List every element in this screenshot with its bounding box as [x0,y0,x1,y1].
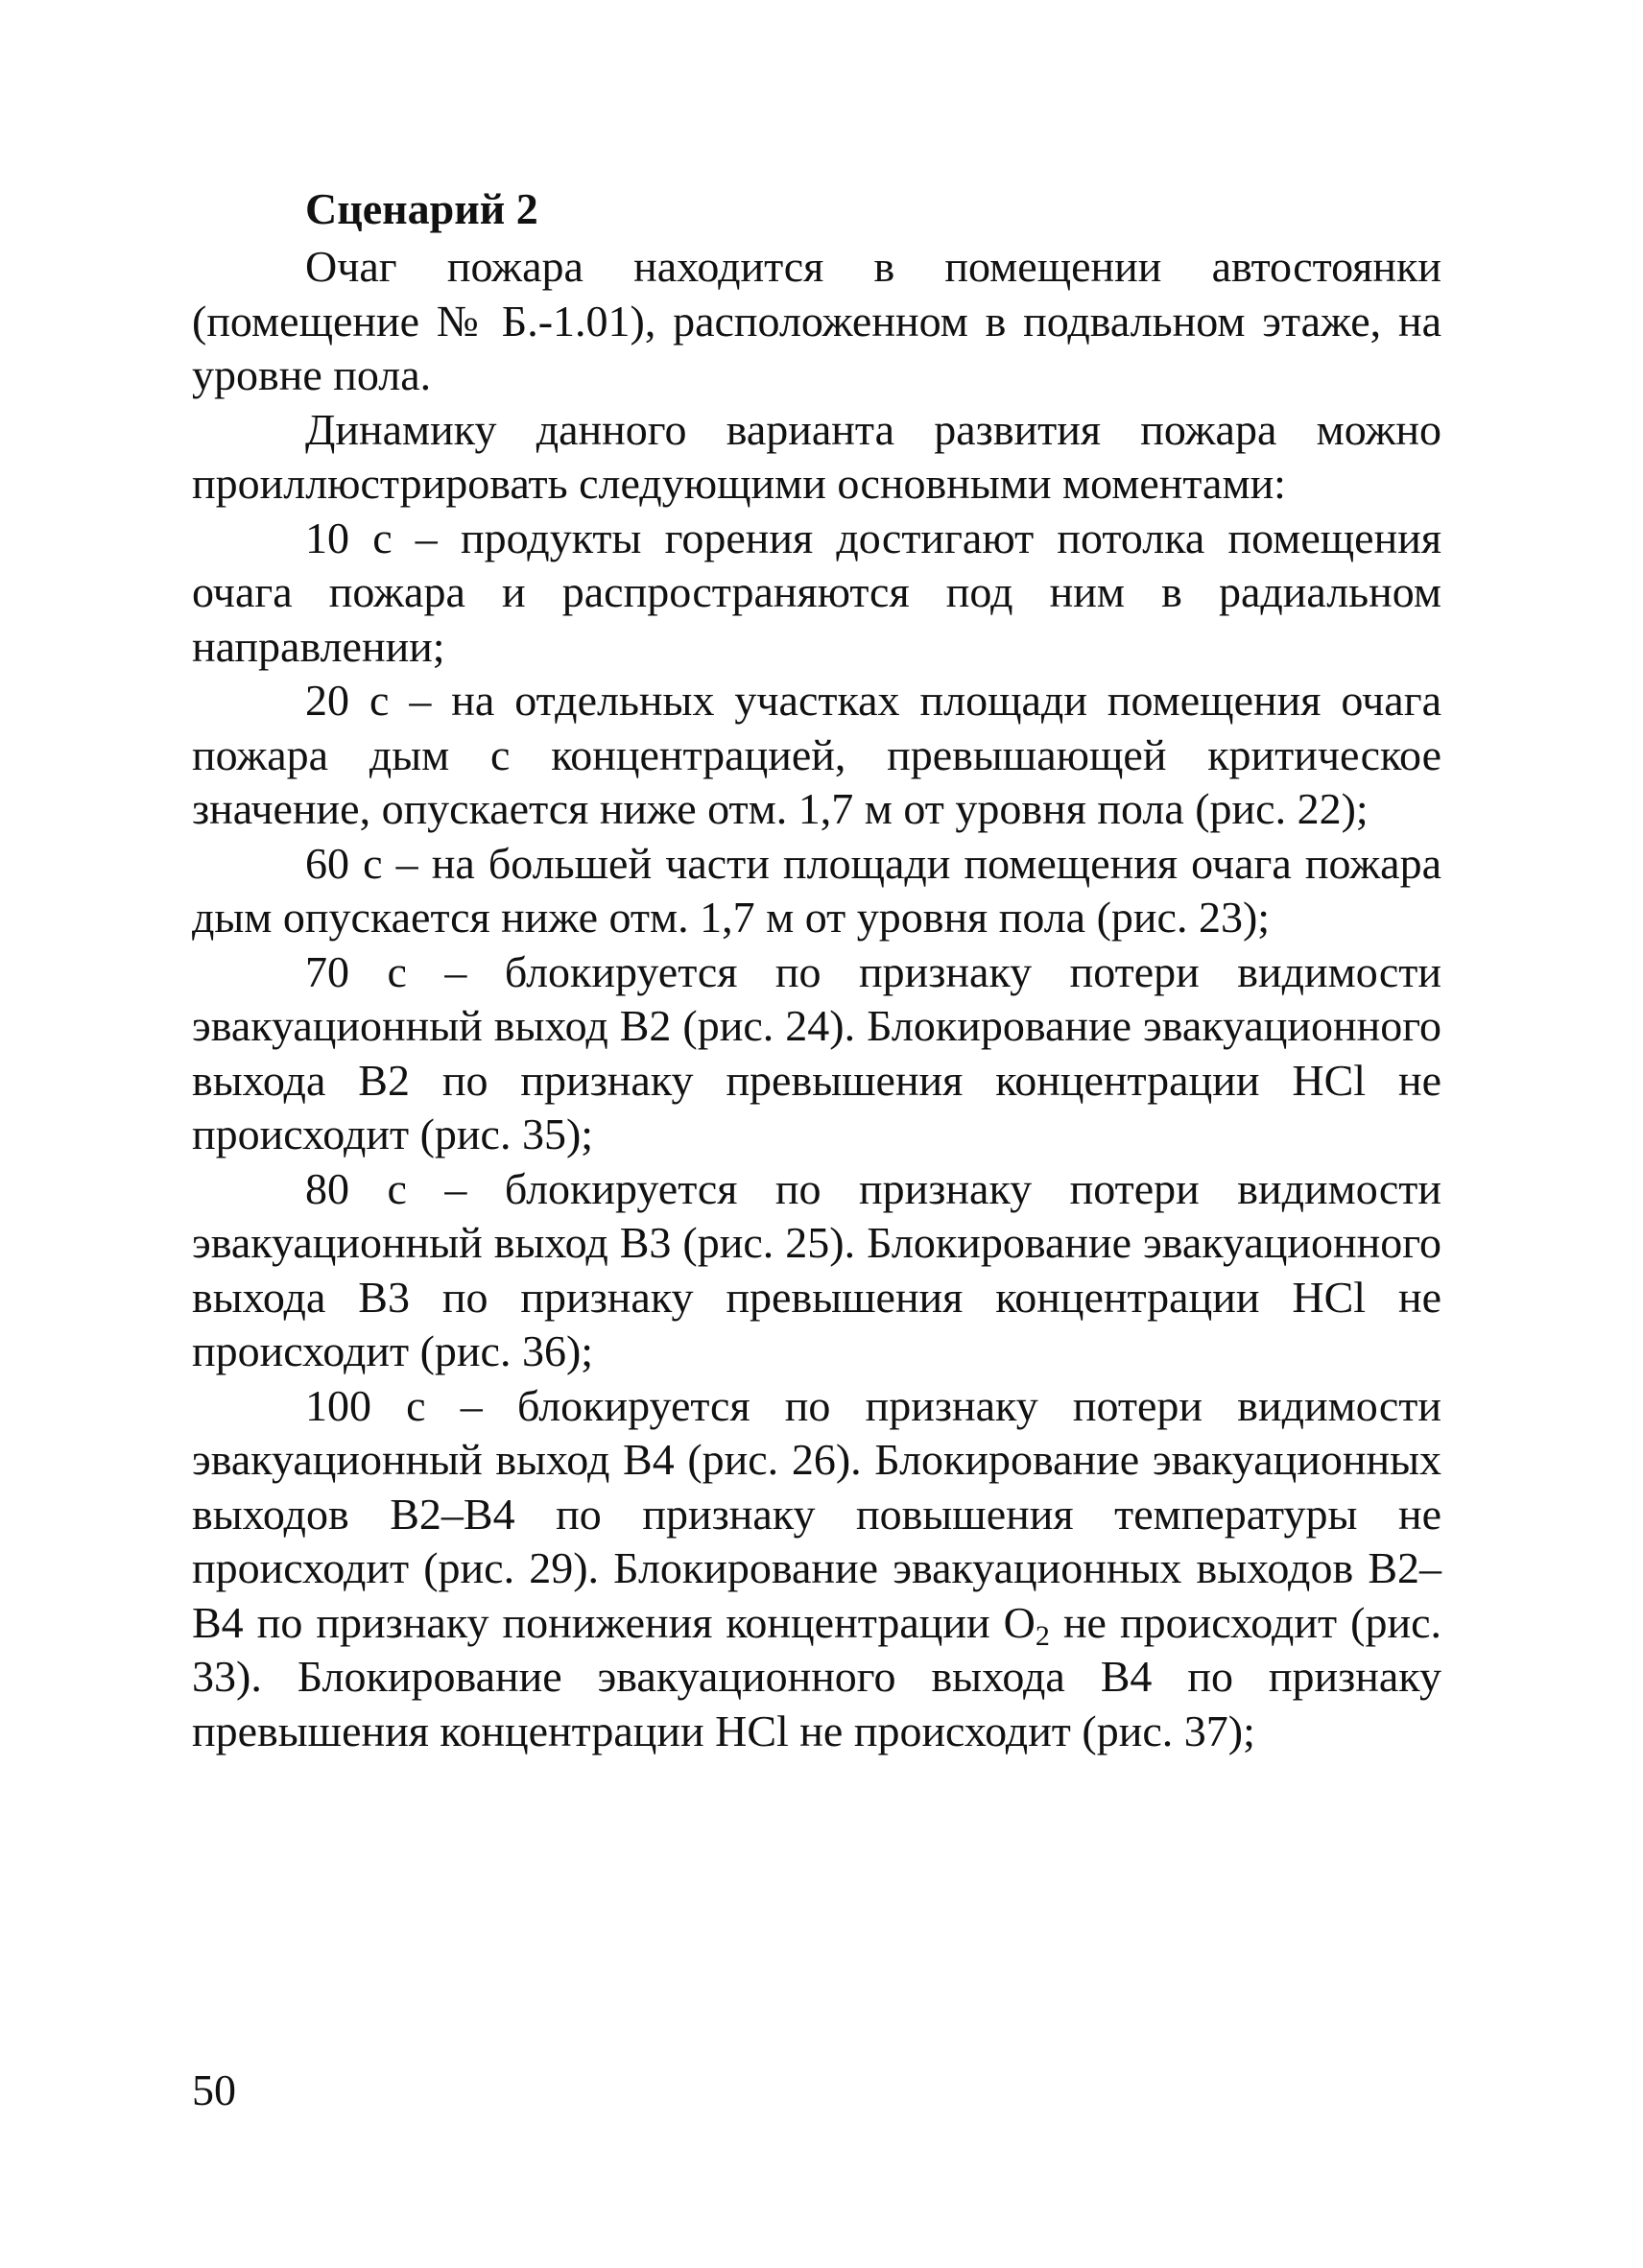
paragraph-20s: 20 с – на отдельных участках площади помещения очага пожара дым с концентрацией, превышающей критическое значение, опускается ниже отм. 1,7 м от уровня пола (рис. 22); [192,676,1441,833]
oxygen-subscript: 2 [1035,1619,1050,1652]
page-content [192,182,1441,1758]
paragraph-fire-location: Очаг пожара находится в помещении автостоянки (помещение № Б.-1.01), расположенном в подвальном этаже, на уровне пола. [192,242,1441,399]
paragraph-70s: 70 с – блокируется по признаку потери видимости эвакуационный выход В2 (рис. 24). Блокирование эвакуационного выхода В2 по признаку превышения концентрации HCl не происходит (рис. 35); [192,946,1441,1158]
paragraph-80s: 80 с – блокируется по признаку потери видимости эвакуационный выход В3 (рис. 25). Блокирование эвакуационного выхода В3 по признаку превышения концентрации HCl не происходит (рис. 36); [192,1163,1441,1375]
paragraph-60s: 60 с – на большей части площади помещения очага пожара дым опускается ниже отм. 1,7 м от уровня пола (рис. 23); [192,838,1441,942]
scenario-heading: Сценарий 2 [305,184,538,233]
paragraph-100s [192,1379,1441,1759]
paragraph-10s: 10 с – продукты горения достигают потолка помещения очага пожара и распространяются под ним в радиальном направлении; [192,513,1441,671]
paragraph-100s-part2: не происходит (рис. 33). Блокирование эвакуационного выхода В4 по признаку превышения концентрации HCl не происходит (рис. 37); [192,1597,1441,1755]
paragraph-dynamics-intro: Динамику данного варианта развития пожара можно проиллюстрировать следующими основными моментами: [192,404,1441,508]
paragraph-100s-part1: 100 с – блокируется по признаку потери видимости эвакуационный выход В4 (рис. 26). Блокирование эвакуационных выходов В2–В4 по признаку повышения температуры не происходит (рис. 29). Блокирование эвакуационных выходов В2–В4 по признаку понижения концентрации O [192,1380,1441,1647]
page-number: 50 [192,2065,236,2114]
